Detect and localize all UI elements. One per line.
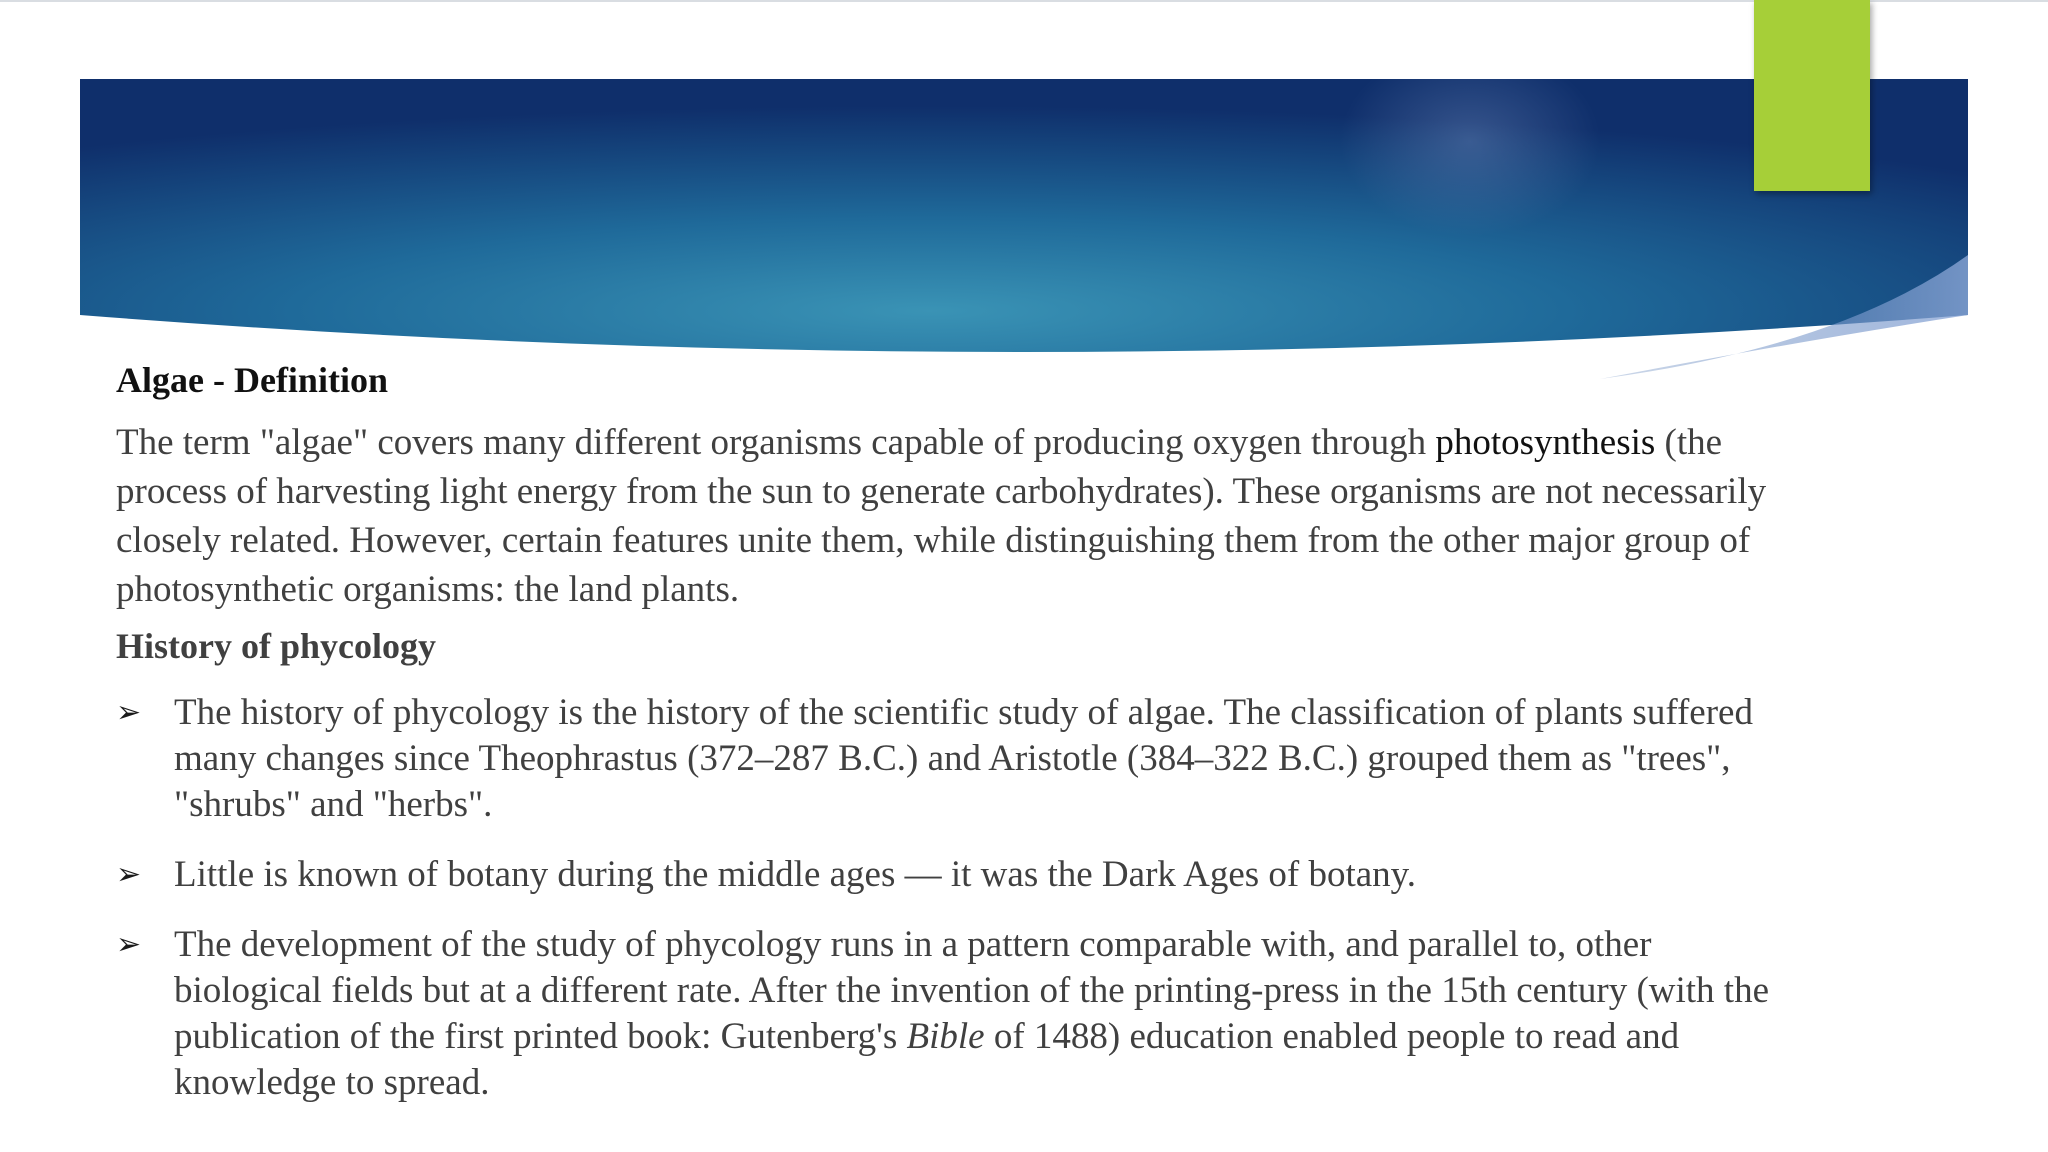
header-banner bbox=[80, 79, 1968, 384]
history-heading: History of phycology bbox=[116, 626, 436, 666]
arrowhead-bullet-icon: ➢ bbox=[116, 695, 142, 730]
bullet-text-end: of 1488) education enabled people to read and knowledge to spread. bbox=[174, 1016, 1680, 1103]
bullet-item bbox=[116, 690, 1796, 828]
accent-tab bbox=[1754, 0, 1870, 191]
bible-title: Bible bbox=[906, 1016, 985, 1057]
definition-paragraph bbox=[116, 418, 1796, 614]
bullet-item bbox=[116, 922, 1796, 1106]
bullet-item bbox=[116, 852, 1796, 898]
definition-text-start: The term "algae" covers many different organisms capable of producing oxygen through bbox=[116, 422, 1436, 463]
definition-text-end: (the process of harvesting light energy from the sun to generate carbohydrates). These organisms are not necessarily closely related. However, certain features unite them, while distinguishing them from the other major group of photosynthetic organisms: the land plants. bbox=[116, 422, 1767, 610]
bullet-text-start: The development of the study of phycology runs in a pattern comparable with, and parallel to, other biological fields but at a different rate. After the invention of the printing-press in the 15th century (with the publication of the first printed book: Gutenberg's bbox=[174, 924, 1770, 1057]
bullet-text: The history of phycology is the history of the scientific study of algae. The classification of plants suffered many changes since Theophrastus (372–287 B.C.) and Aristotle (384–322 B.C.) grouped them as "trees", "shrubs" and "herbs". bbox=[174, 692, 1753, 825]
slide-content bbox=[116, 356, 1796, 1130]
top-border bbox=[0, 0, 2048, 2]
photosynthesis-term: photosynthesis bbox=[1435, 422, 1656, 463]
arrowhead-bullet-icon: ➢ bbox=[116, 927, 142, 962]
definition-heading: Algae - Definition bbox=[116, 360, 388, 400]
bullet-text bbox=[174, 924, 1769, 1103]
history-bullet-list bbox=[116, 690, 1796, 1106]
arrowhead-bullet-icon: ➢ bbox=[116, 857, 142, 892]
bullet-text: Little is known of botany during the middle ages — it was the Dark Ages of botany. bbox=[174, 854, 1417, 895]
